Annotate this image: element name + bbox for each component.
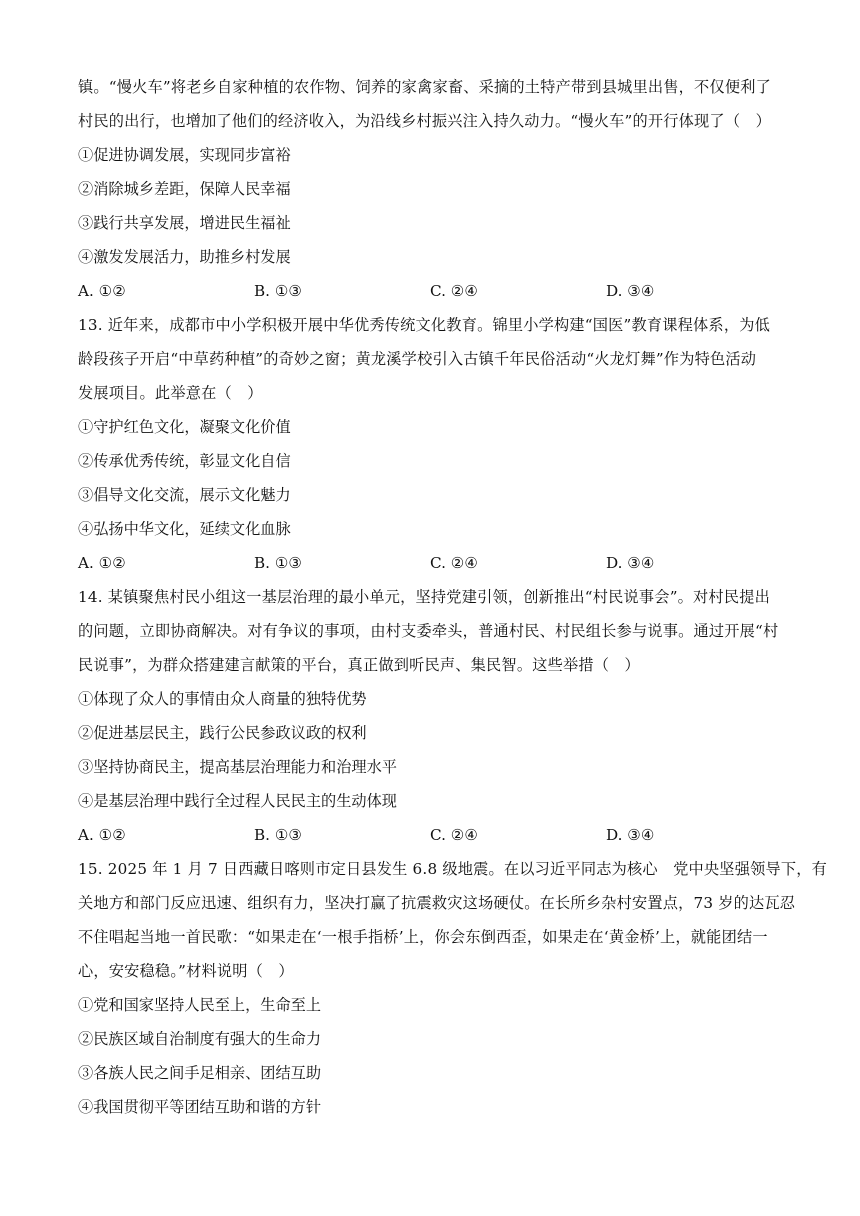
stem-line: 14. 某镇聚焦村民小组这一基层治理的最小单元，坚持党建引领，创新推出“村民说事会”。对村民提出 — [78, 588, 770, 606]
question-12 — [78, 70, 782, 308]
question-12-stem — [78, 70, 782, 138]
choice-b: B. ①③ — [254, 826, 303, 844]
question-14-option-4: ④是基层治理中践行全过程人民民主的生动体现 — [78, 792, 397, 810]
stem-line: 龄段孩子开启“中草药种植”的奇妙之窗；黄龙溪学校引入古镇千年民俗活动“火龙灯舞”作为特色活动 — [78, 350, 757, 368]
question-14-option-3: ③坚持协商民主，提高基层治理能力和治理水平 — [78, 758, 397, 776]
question-15-option-1: ①党和国家坚持人民至上，生命至上 — [78, 996, 321, 1014]
choice-b: B. ①③ — [254, 554, 303, 572]
question-13-option-4: ④弘扬中华文化，延续文化血脉 — [78, 520, 291, 538]
question-15 — [78, 852, 828, 1124]
question-13 — [78, 308, 782, 580]
question-15-option-3: ③各族人民之间手足相亲、团结互助 — [78, 1064, 321, 1082]
stem-line: 13. 近年来，成都市中小学积极开展中华优秀传统文化教育。锦里小学构建“国医”教育课程体系，为低 — [78, 316, 770, 334]
question-14-option-2: ②促进基层民主，践行公民参政议政的权利 — [78, 724, 367, 742]
question-15-option-4: ④我国贯彻平等团结互助和谐的方针 — [78, 1098, 321, 1116]
stem-line: 关地方和部门反应迅速、组织有力，坚决打赢了抗震救灾这场硬仗。在长所乡杂村安置点，73 岁的达瓦忍 — [78, 894, 796, 912]
question-15-option-2: ②民族区域自治制度有强大的生命力 — [78, 1030, 321, 1048]
question-13-stem — [78, 308, 782, 410]
question-14 — [78, 580, 782, 852]
choice-a: A. ①② — [78, 826, 126, 844]
choice-c: C. ②④ — [430, 826, 478, 844]
question-12-option-2: ②消除城乡差距，保障人民幸福 — [78, 180, 291, 198]
question-13-choices — [78, 546, 782, 580]
stem-line: 民说事”，为群众搭建建言献策的平台，真正做到听民声、集民智。这些举措（ ） — [78, 656, 640, 674]
choice-c: C. ②④ — [430, 282, 478, 300]
stem-line: 15. 2025 年 1 月 7 日西藏日喀则市定日县发生 6.8 级地震。在以习近平同志为核心 党中央坚强领导下，有 — [78, 860, 828, 878]
question-12-option-1: ①促进协调发展，实现同步富裕 — [78, 146, 291, 164]
question-14-choices — [78, 818, 782, 852]
stem-line: 发展项目。此举意在（ ） — [78, 384, 263, 402]
question-15-stem — [78, 852, 828, 988]
question-12-choices — [78, 274, 782, 308]
question-12-option-3: ③践行共享发展，增进民生福祉 — [78, 214, 291, 232]
choice-a: A. ①② — [78, 554, 126, 572]
question-13-option-3: ③倡导文化交流，展示文化魅力 — [78, 486, 291, 504]
stem-line: 心，安安稳稳。”材料说明（ ） — [78, 962, 294, 980]
stem-line: 村民的出行，也增加了他们的经济收入，为沿线乡村振兴注入持久动力。“慢火车”的开行体现了（ ） — [78, 112, 771, 130]
choice-c: C. ②④ — [430, 554, 478, 572]
stem-line: 的问题，立即协商解决。对有争议的事项，由村支委牵头，普通村民、村民组长参与说事。通过开展“村 — [78, 622, 779, 640]
choice-b: B. ①③ — [254, 282, 303, 300]
question-14-option-1: ①体现了众人的事情由众人商量的独特优势 — [78, 690, 367, 708]
question-13-option-1: ①守护红色文化，凝聚文化价值 — [78, 418, 291, 436]
choice-a: A. ①② — [78, 282, 126, 300]
stem-line: 镇。“慢火车”将老乡自家种植的农作物、饲养的家禽家畜、采摘的土特产带到县城里出售，不仅便利了 — [78, 78, 771, 96]
question-12-option-4: ④激发发展活力，助推乡村发展 — [78, 248, 291, 266]
question-14-stem — [78, 580, 782, 682]
stem-line: 不住唱起当地一首民歌：“如果走在‘一根手指桥’上，你会东倒西歪，如果走在‘黄金桥’上，就能团结一 — [78, 928, 768, 946]
question-13-option-2: ②传承优秀传统，彰显文化自信 — [78, 452, 291, 470]
choice-d: D. ③④ — [606, 282, 655, 300]
choice-d: D. ③④ — [606, 826, 655, 844]
choice-d: D. ③④ — [606, 554, 655, 572]
